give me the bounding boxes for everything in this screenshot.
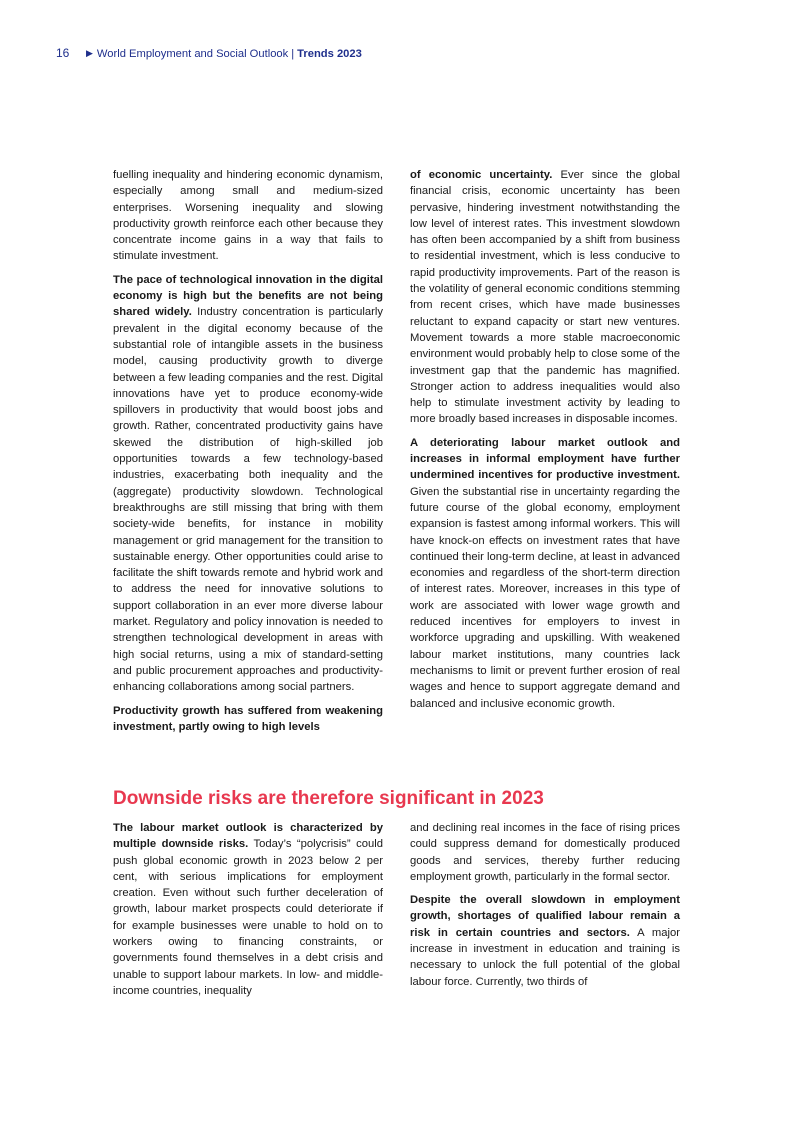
title-separator: | xyxy=(291,48,295,60)
paragraph-lead: The labour market outlook is characterized by multiple downside risks. xyxy=(113,822,383,851)
paragraph xyxy=(113,167,383,265)
paragraph xyxy=(113,703,383,736)
paragraph-lead: Productivity growth has suffered from weakening investment, partly owing to high levels xyxy=(113,704,383,733)
paragraph-body: fuelling inequality and hindering economic dynamism, especially among small and medium-sized enterprises. Worsening inequality and slowing productivity growth reinforce each other because they concentrate income gains in a way that fails to stimulate investment. xyxy=(113,169,383,263)
paragraph-body: and declining real incomes in the face of rising prices could suppress demand for domestically produced goods and services, thereby further reducing employment growth, particularly in the formal sector. xyxy=(410,822,680,883)
paragraph-lead: The pace of technological innovation in the digital economy is high but the benefits are not being shared widely. xyxy=(113,273,383,319)
paragraph-lead: A deteriorating labour market outlook and increases in informal employment have further undermined incentives for productive investment. xyxy=(410,436,680,482)
top-right-column xyxy=(410,167,680,712)
bottom-right-column xyxy=(410,820,680,990)
paragraph xyxy=(410,167,680,428)
paragraph-lead: Despite the overall slowdown in employment growth, shortages of qualified labour remain a risk in certain countries and sectors. xyxy=(410,894,680,939)
top-left-column xyxy=(113,167,383,735)
paragraph xyxy=(113,820,383,999)
paragraph-body: Industry concentration is particularly prevalent in the digital economy because of the substantial role of intangible assets in the business model, causing productivity growth to diverge between a few leading companies and the rest. Digital innovations have yet to produce economy-wide spillovers in productivity that would boost jobs and growth. Rather, concentrated productivity gains have skewed the distribution of high-skilled job opportunities towards a few technology-based industries, exacerbating both inequality and the (aggregate) productivity slowdown. Technological breakthroughs are still missing that bring with them society-wide benefits, for instance in mobility management or grid management for the transition to sustainable energy. Other opportunities could arise to facilitate the shift towards remote and hybrid work and to address the need for innovative solutions to support collaboration in an ever more diverse labour market. Regulatory and policy innovation is needed to strengthen technological development in areas with high social returns, using a mix of standard-setting and public procurement approaches and productivity-enhancing collaborations among social partners. xyxy=(113,306,383,694)
paragraph-body: Given the substantial rise in uncertainty regarding the future course of the global economy, employment expansion is fastest among informal workers. This will have knock-on effects on investment rates that have continued their long-term decline, at least in advanced economies and regardless of the short-term direction of interest rates. Moreover, increases in this type of work are associated with lower wage growth and reduced incentives for employers to invest in workforce upgrading and upskilling. With weakened labour market institutions, many countries lack mechanisms to limit or prevent further erosion of real wages and hence to support aggregate demand and balanced and inclusive economic growth. xyxy=(410,485,680,710)
section-heading: Downside risks are therefore significant in 2023 xyxy=(113,788,544,809)
paragraph-body: Ever since the global financial crisis, economic uncertainty has been pervasive, hindering investment notwithstanding the low level of interest rates. This investment slowdown has often been accompanied by a shift from business to residential investment, which is less conducive to rapid productivity improvements. Part of the reason is the volatility of general economic conditions stemming from recent crises, which have made businesses reluctant to expand capacity or start new ventures. Movement towards a more stable macroeconomic environment would probably help to close some of the investment gap that the pandemic has magnified. Stronger action to address inequalities would also help to stimulate investment activity by leading to more broadly based increases in disposable incomes. xyxy=(410,169,680,426)
paragraph-body: Today’s “polycrisis” could push global economic growth in 2023 below 2 per cent, with serious implications for employment creation. Even without such further deceleration of growth, labour market prospects could deteriorate if for example businesses were unable to hold on to workers owing to financing constraints, or governments found themselves in a debt crisis and unable to support labour markets. In low- and middle-income countries, inequality xyxy=(113,838,384,997)
paragraph xyxy=(410,435,680,712)
page-header xyxy=(56,44,736,62)
paragraph-lead: of economic uncertainty. xyxy=(410,169,553,181)
triangle-right-icon: ▶ xyxy=(86,48,93,58)
edition-label: Trends 2023 xyxy=(297,48,362,60)
paragraph xyxy=(113,272,383,696)
running-title xyxy=(86,44,362,63)
paragraph xyxy=(410,892,680,990)
page-number: 16 xyxy=(56,46,70,60)
publication-name: World Employment and Social Outlook xyxy=(96,48,289,60)
bottom-left-column xyxy=(113,820,383,999)
paragraph xyxy=(410,820,680,885)
paragraph-body: A major increase in investment in education and training is necessary to unlock the full potential of the global labour force. Currently, two thirds of xyxy=(410,926,680,988)
